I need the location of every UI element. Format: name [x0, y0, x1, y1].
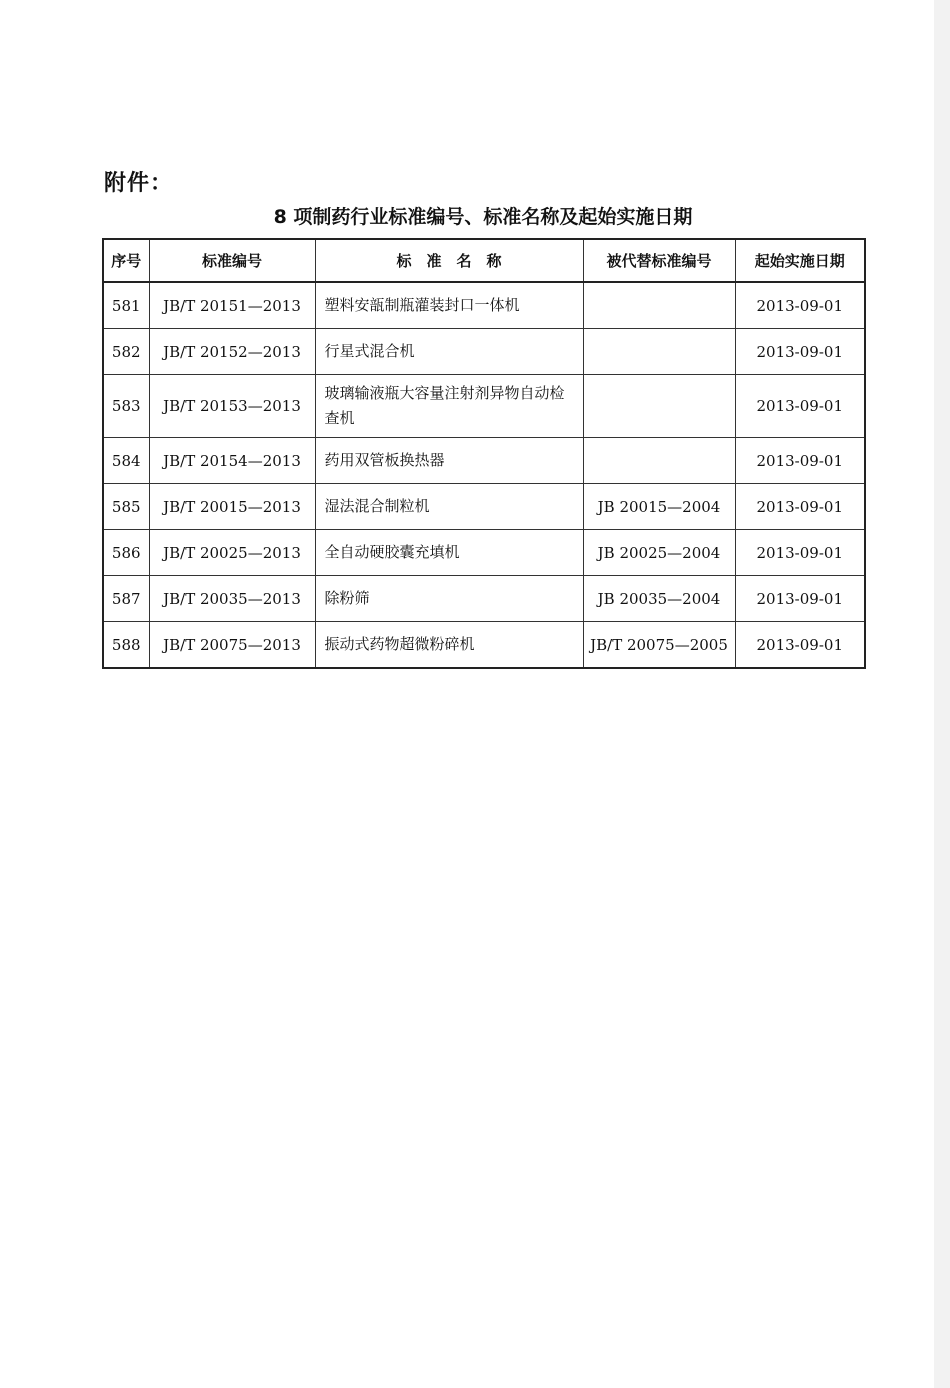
cell-name: 行星式混合机	[315, 329, 583, 375]
cell-no: 586	[103, 530, 149, 576]
table-row	[103, 375, 865, 438]
cell-date: 2013-09-01	[735, 329, 865, 375]
cell-no: 583	[103, 375, 149, 438]
cell-date: 2013-09-01	[735, 576, 865, 622]
cell-replaced: JB 20025—2004	[583, 530, 735, 576]
standards-table	[102, 238, 866, 669]
cell-no: 584	[103, 438, 149, 484]
cell-date: 2013-09-01	[735, 282, 865, 329]
cell-code: JB/T 20015—2013	[149, 484, 315, 530]
cell-name: 除粉筛	[315, 576, 583, 622]
table-row	[103, 438, 865, 484]
cell-name: 药用双管板换热器	[315, 438, 583, 484]
header-date: 起始实施日期	[735, 239, 865, 282]
header-name: 标 准 名 称	[315, 239, 583, 282]
cell-replaced: JB 20035—2004	[583, 576, 735, 622]
table-row	[103, 484, 865, 530]
header-replaced: 被代替标准编号	[583, 239, 735, 282]
cell-date: 2013-09-01	[735, 438, 865, 484]
cell-date: 2013-09-01	[735, 484, 865, 530]
header-no: 序号	[103, 239, 149, 282]
cell-code: JB/T 20075—2013	[149, 622, 315, 669]
cell-name: 振动式药物超微粉碎机	[315, 622, 583, 669]
cell-name: 湿法混合制粒机	[315, 484, 583, 530]
cell-replaced: JB 20015—2004	[583, 484, 735, 530]
cell-no: 588	[103, 622, 149, 669]
cell-name: 全自动硬胶囊充填机	[315, 530, 583, 576]
cell-name: 玻璃输液瓶大容量注射剂异物自动检查机	[315, 375, 583, 438]
page-edge-shadow	[934, 0, 950, 1388]
cell-no: 587	[103, 576, 149, 622]
cell-no: 582	[103, 329, 149, 375]
cell-name: 塑料安瓿制瓶灌装封口一体机	[315, 282, 583, 329]
document-title: 8 项制药行业标准编号、标准名称及起始实施日期	[273, 206, 693, 228]
table-row	[103, 622, 865, 669]
cell-code: JB/T 20035—2013	[149, 576, 315, 622]
cell-replaced	[583, 282, 735, 329]
cell-date: 2013-09-01	[735, 375, 865, 438]
cell-replaced	[583, 438, 735, 484]
attachment-label: 附件：	[104, 171, 174, 196]
cell-replaced	[583, 375, 735, 438]
cell-code: JB/T 20153—2013	[149, 375, 315, 438]
cell-code: JB/T 20151—2013	[149, 282, 315, 329]
table-row	[103, 530, 865, 576]
cell-replaced: JB/T 20075—2005	[583, 622, 735, 669]
cell-code: JB/T 20025—2013	[149, 530, 315, 576]
table-header-row	[103, 239, 865, 282]
table-row	[103, 576, 865, 622]
table-row	[103, 329, 865, 375]
cell-replaced	[583, 329, 735, 375]
cell-date: 2013-09-01	[735, 622, 865, 669]
cell-no: 581	[103, 282, 149, 329]
table-row	[103, 282, 865, 329]
cell-code: JB/T 20152—2013	[149, 329, 315, 375]
header-code: 标准编号	[149, 239, 315, 282]
cell-code: JB/T 20154—2013	[149, 438, 315, 484]
cell-no: 585	[103, 484, 149, 530]
cell-date: 2013-09-01	[735, 530, 865, 576]
